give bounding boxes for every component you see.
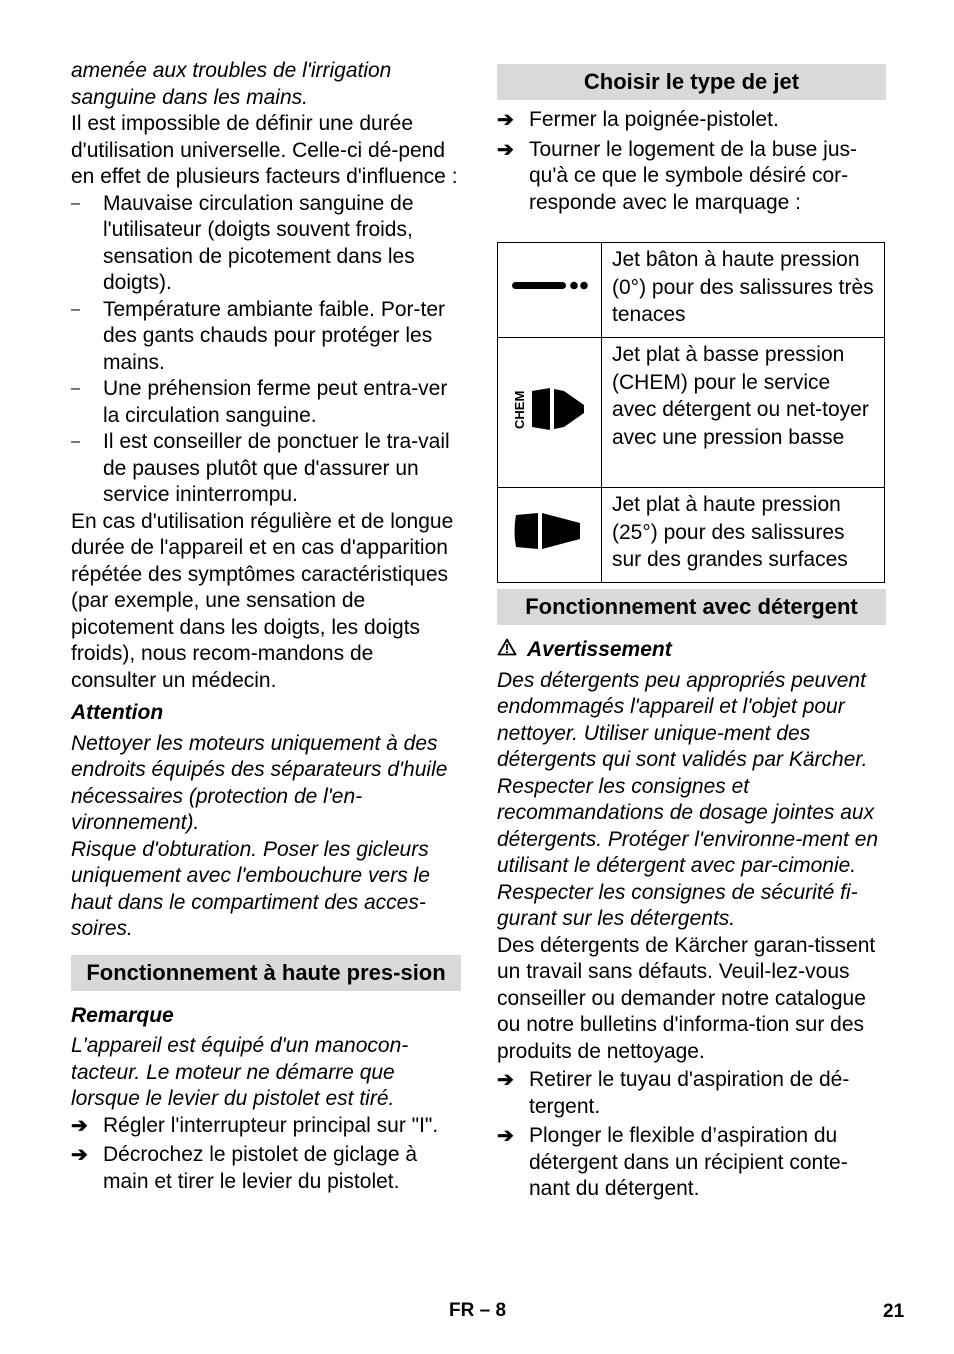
paragraph-duration: Il est impossible de définir une durée d'utilisation universelle. Celle-ci dé-pend en effet de plusieurs facteurs d'influence : [71, 112, 458, 188]
step-text: Fermer la poignée-pistolet. [529, 108, 779, 131]
chem-label: CHEM [511, 390, 527, 429]
remarque-title: Remarque [71, 1003, 174, 1027]
section-heading-jet-type: Choisir le type de jet [497, 64, 886, 100]
arrow-right-icon: ➔ [71, 1144, 88, 1166]
warning-title-text: Avertissement [527, 638, 672, 661]
warning-text: Des détergents peu appropriés peuvent endommagés l'appareil et l'objet pour nettoyer. Utiliser unique-ment des détergents qui sont validés par Kärcher. Respecter les consignes et recommandations de dosage jointes aux détergents. Protéger l'environne-ment en utilisant le détergent avec par-cimonie. [497, 668, 879, 877]
left-column [71, 58, 461, 1195]
section-heading-detergent: Fonctionnement avec détergent [497, 589, 886, 625]
attention-title: Attention [71, 701, 164, 724]
table-row [498, 243, 885, 338]
jet-description: Jet plat à haute pression (25°) pour des salissures sur des grandes surfaces [602, 488, 885, 583]
arrow-right-icon: ➔ [497, 138, 514, 161]
step-text: Plonger le flexible d’aspiration du détergent dans un récipient conte-nant du détergent. [529, 1124, 848, 1200]
step-text: Régler l'interrupteur principal sur "I". [103, 1113, 439, 1137]
arrow-right-icon: ➔ [497, 109, 514, 131]
step-text: Décrochez le pistolet de giclage à main et tirer le levier du pistolet. [103, 1143, 418, 1193]
flat-jet-icon [498, 488, 602, 583]
warning-title [497, 637, 886, 664]
chem-flat-jet-icon [498, 338, 602, 488]
table-row [498, 488, 885, 583]
jet-type-table [497, 242, 885, 583]
step-item [497, 137, 886, 217]
jet-description: Jet plat à basse pression (CHEM) pour le service avec détergent ou net-toyer avec une pression basse [602, 338, 885, 488]
step-text: Retirer le tuyau d'aspiration de dé-tergent. [529, 1068, 850, 1118]
footer-language-page: FR – 8 [449, 1300, 507, 1321]
pencil-jet-icon [498, 243, 602, 338]
remarque-text: L'appareil est équipé d'un manocon-tacteur. Le moteur ne démarre que lorsque le levier du pistolet est tiré. [71, 1034, 409, 1110]
factor-list [71, 191, 461, 509]
attention-text: Nettoyer les moteurs uniquement à des endroits équipés des séparateurs d'huile nécessaires (protection de l'en-vironnement). [71, 731, 448, 834]
step-item [71, 1113, 461, 1140]
warning-text-2: Respecter les consignes de sécurité fi-gurant sur les détergents. [497, 880, 858, 930]
list-item: – Il est conseiller de ponctuer le tra-vail de pauses plutôt que d'assurer un service ininterrompu. [71, 429, 461, 509]
paragraph-detergent: Des détergents de Kärcher garan-tissent un travail sans défauts. Veuil-lez-vous conseiller ou demander notre catalogue ou notre bulletins d'informa-tion sur des produits de nettoyage. [497, 933, 876, 1063]
arrow-right-icon: ➔ [71, 1114, 88, 1137]
arrow-right-icon: ➔ [497, 1069, 514, 1091]
right-column [497, 64, 886, 1203]
warning-triangle-icon [497, 637, 517, 664]
jet-description: Jet bâton à haute pression (0°) pour des salissures très tenaces [602, 243, 885, 338]
table-row [498, 338, 885, 488]
attention-text-2: Risque d'obturation. Poser les gicleurs uniquement avec l'embouchure vers le haut dans le compartiment des acces-soires. [71, 837, 430, 940]
step-text: Tourner le logement de la buse jus-qu'à ce que le symbole désiré cor-responde avec le marquage : [529, 137, 858, 214]
list-item: – Température ambiante faible. Por-ter des gants chauds pour protéger les mains. [71, 297, 461, 377]
page-number: 21 [883, 1301, 905, 1322]
list-item: – Mauvaise circulation sanguine de l'utilisateur (doigts souvent froids, sensation de picotement dans les doigts). [71, 191, 461, 297]
step-item [497, 107, 886, 134]
paragraph-doctor: En cas d'utilisation régulière et de longue durée de l'appareil et en cas d'apparition répétée des symptômes caractéristiques (par exemple, une sensation de picotement dans les doigts, les doigts froids), nous recom-mandons de consulter un médecin. [71, 509, 454, 692]
step-item [71, 1142, 461, 1195]
step-item [497, 1123, 886, 1203]
arrow-right-icon: ➔ [497, 1125, 514, 1147]
paragraph-irrigation: amenée aux troubles de l'irrigation sanguine dans les mains. [71, 59, 392, 109]
step-item [497, 1067, 886, 1120]
list-item: – Une préhension ferme peut entra-ver la circulation sanguine. [71, 376, 461, 429]
section-heading-high-pressure: Fonctionnement à haute pres-sion [71, 955, 461, 991]
